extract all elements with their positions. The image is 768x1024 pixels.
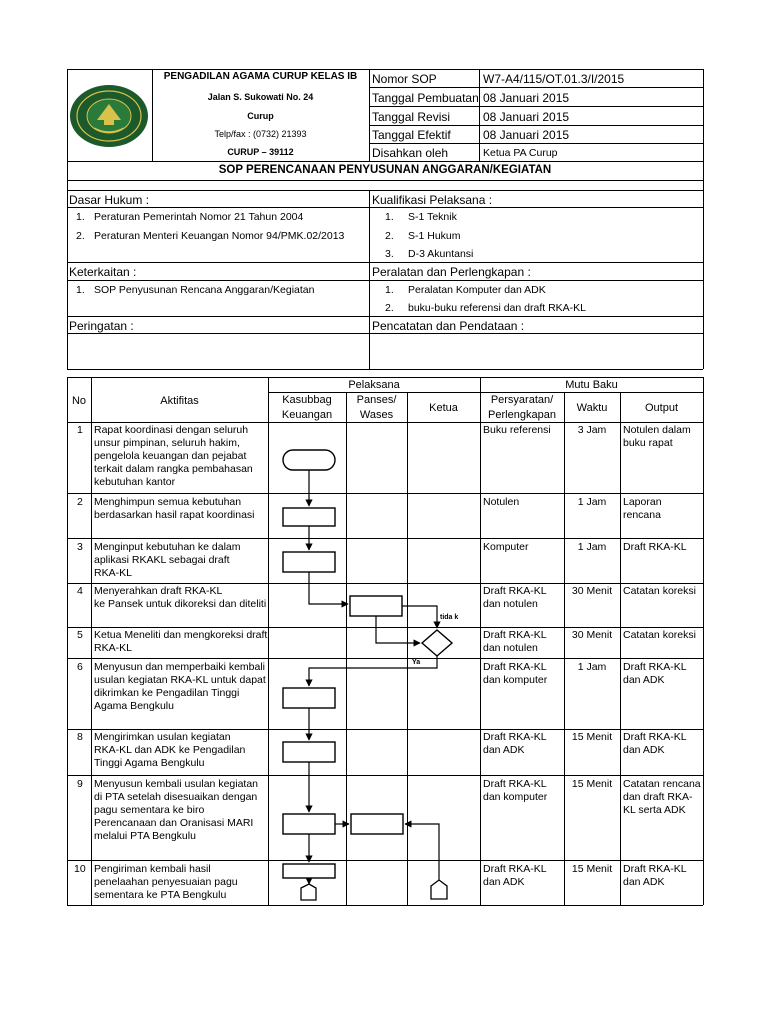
aktifitas-line: Menyerahkan draft RKA-KL — [94, 585, 223, 597]
col-header-aktifitas: Aktifitas — [160, 395, 199, 407]
aktifitas-line: kebutuhan kantor — [94, 476, 176, 488]
row-number: 10 — [74, 863, 86, 875]
aktifitas-line: Pengiriman kembali hasil — [94, 863, 211, 875]
aktifitas-line: pagu sementara ke biro — [94, 804, 205, 816]
aktifitas-line: unsur pimpinan, seluruh hakim, — [94, 437, 240, 449]
dasar-hukum-item-1: Peraturan Pemerintah Nomor 21 Tahun 2004 — [94, 211, 304, 223]
keterkaitan-item-1: SOP Penyusunan Rencana Anggaran/Kegiatan — [94, 284, 315, 296]
aktifitas-line: Tinggi Agama Bengkulu — [94, 757, 205, 769]
row-number: 3 — [77, 541, 83, 553]
persyaratan-line: Draft RKA-KL — [483, 731, 547, 743]
court-address: Jalan S. Sukowati No. 24 — [207, 92, 314, 102]
output-line: Draft RKA-KL — [623, 731, 687, 743]
row-number: 4 — [77, 585, 83, 597]
aktifitas-line: Rapat koordinasi dengan seluruh — [94, 424, 249, 436]
col-header-ketua: Ketua — [429, 402, 458, 414]
aktifitas-line: Mengirimkan usulan kegiatan — [94, 731, 231, 743]
waktu-cell: 30 Menit — [571, 585, 613, 597]
waktu-cell: 15 Menit — [571, 778, 613, 790]
court-name: PENGADILAN AGAMA CURUP KELAS IB — [163, 71, 358, 82]
kualifikasi-num-3: 3. — [385, 248, 394, 260]
row-number: 8 — [77, 731, 83, 743]
dasar-hukum-num-1: 1. — [76, 211, 85, 223]
output-line: dan ADK — [623, 876, 665, 888]
output-line: Laporan — [623, 496, 662, 508]
aktifitas-line: penelaahan penyesuaian pagu — [94, 876, 238, 888]
flow-label-tidak: tida k — [440, 614, 459, 621]
peralatan-item-2: buku-buku referensi dan draft RKA-KL — [408, 302, 587, 314]
row-number: 2 — [77, 496, 83, 508]
output-line: dan ADK — [623, 674, 665, 686]
aktifitas-line: Menyusun kembali usulan kegiatan — [94, 778, 259, 790]
col-header-persyaratan-2: Perlengkapan — [488, 409, 556, 421]
col-header-waktu: Waktu — [576, 402, 608, 414]
output-line: Catatan koreksi — [623, 585, 696, 597]
flow-label-ya: Ya — [412, 659, 421, 666]
persyaratan-line: dan notulen — [483, 642, 538, 654]
meta-value-disahkan-oleh: Ketua PA Curup — [483, 147, 558, 159]
meta-value-tanggal-revisi: 08 Januari 2015 — [483, 110, 570, 124]
persyaratan-line: Draft RKA-KL — [483, 585, 547, 597]
persyaratan-line: Draft RKA-KL — [483, 863, 547, 875]
persyaratan-line: Draft RKA-KL — [483, 661, 547, 673]
aktifitas-line: dikrimkan ke Pengadilan Tinggi — [94, 687, 240, 699]
dasar-hukum-item-2: Peraturan Menteri Keuangan Nomor 94/PMK.02/2013 — [94, 230, 345, 242]
output-line: Catatan rencana — [623, 778, 701, 790]
keterkaitan-num-1: 1. — [76, 284, 85, 296]
kualifikasi-num-2: 2. — [385, 230, 394, 242]
aktifitas-line: aplikasi RKAKL sebagai draft — [94, 554, 230, 566]
meta-label-tanggal-revisi: Tanggal Revisi — [372, 110, 451, 124]
kualifikasi-item-2: S-1 Hukum — [408, 230, 461, 242]
aktifitas-line: pengelola keuangan dan pejabat — [94, 450, 247, 462]
keterkaitan-label: Keterkaitan : — [69, 265, 137, 279]
peringatan-label: Peringatan : — [69, 319, 134, 333]
kualifikasi-item-1: S-1 Teknik — [408, 211, 457, 223]
persyaratan-line: dan ADK — [483, 876, 525, 888]
output-line: rencana — [623, 509, 661, 521]
row-number: 5 — [77, 629, 83, 641]
waktu-cell: 1 Jam — [577, 496, 607, 508]
aktifitas-line: Menginput kebutuhan ke dalam — [94, 541, 241, 553]
meta-value-nomor-sop: W7-A4/115/OT.01.3/I/2015 — [483, 72, 625, 86]
output-line: Draft RKA-KL — [623, 863, 687, 875]
meta-label-nomor-sop: Nomor SOP — [372, 72, 437, 86]
col-header-no: No — [71, 395, 87, 407]
meta-value-tanggal-pembuatan: 08 Januari 2015 — [483, 91, 570, 105]
row-number: 1 — [77, 424, 83, 436]
aktifitas-line: RKA-KL — [94, 567, 132, 579]
output-line: Notulen dalam — [623, 424, 691, 436]
persyaratan-line: Komputer — [483, 541, 529, 553]
persyaratan-line: dan ADK — [483, 744, 525, 756]
meta-label-tanggal-pembuatan: Tanggal Pembuatan — [372, 91, 479, 105]
aktifitas-line: usulan kegiatan RKA-KL untuk dapat — [94, 674, 266, 686]
output-line: Catatan koreksi — [623, 629, 696, 641]
col-header-kasubbag-2: Keuangan — [281, 409, 333, 421]
persyaratan-line: Buku referensi — [483, 424, 551, 436]
aktifitas-line: ke Pansek untuk dikoreksi dan diteliti — [94, 598, 267, 610]
col-header-output: Output — [644, 402, 679, 414]
persyaratan-line: dan notulen — [483, 598, 538, 610]
col-header-pelaksana: Pelaksana — [348, 379, 400, 391]
court-phone: Telp/fax : (0732) 21393 — [214, 129, 307, 139]
court-postal: CURUP – 39112 — [227, 147, 294, 157]
persyaratan-line: Draft RKA-KL — [483, 629, 547, 641]
court-city: Curup — [247, 111, 274, 121]
kualifikasi-label: Kualifikasi Pelaksana : — [372, 193, 493, 207]
output-line: dan draft RKA- — [623, 791, 693, 803]
persyaratan-line: dan komputer — [483, 791, 548, 803]
peralatan-item-1: Peralatan Komputer dan ADK — [408, 284, 546, 296]
aktifitas-line: Ketua Meneliti dan mengkoreksi draft — [94, 629, 268, 641]
kualifikasi-item-3: D-3 Akuntansi — [408, 248, 474, 260]
peralatan-num-1: 1. — [385, 284, 394, 296]
pencatatan-label: Pencatatan dan Pendataan : — [372, 319, 525, 333]
aktifitas-line: di PTA setelah disesuaikan dengan — [94, 791, 258, 803]
persyaratan-line: Draft RKA-KL — [483, 778, 547, 790]
waktu-cell: 1 Jam — [577, 541, 607, 553]
dasar-hukum-num-2: 2. — [76, 230, 85, 242]
sop-title: SOP PERENCANAAN PENYUSUNAN ANGGARAN/KEGIATAN — [218, 164, 552, 176]
kualifikasi-num-1: 1. — [385, 211, 394, 223]
aktifitas-line: sementara ke PTA Bengkulu — [94, 889, 227, 901]
waktu-cell: 30 Menit — [571, 629, 613, 641]
dasar-hukum-label: Dasar Hukum : — [69, 193, 150, 207]
meta-label-tanggal-efektif: Tanggal Efektif — [372, 128, 451, 142]
output-line: Draft RKA-KL — [623, 661, 687, 673]
persyaratan-line: dan komputer — [483, 674, 548, 686]
output-line: KL serta ADK — [623, 804, 686, 816]
col-header-panses-1: Panses/ — [356, 394, 397, 406]
col-header-mutu-baku: Mutu Baku — [565, 379, 618, 391]
row-number: 6 — [77, 661, 83, 673]
aktifitas-line: Menghimpun semua kebutuhan — [94, 496, 242, 508]
col-header-panses-2: Wases — [359, 409, 394, 421]
waktu-cell: 1 Jam — [577, 661, 607, 673]
aktifitas-line: terkait dalam rangka pembahasan — [94, 463, 253, 475]
output-line: Draft RKA-KL — [623, 541, 687, 553]
col-header-kasubbag-1: Kasubbag — [282, 394, 332, 406]
aktifitas-line: berdasarkan hasil rapat koordinasi — [94, 509, 255, 521]
waktu-cell: 15 Menit — [571, 731, 613, 743]
peralatan-num-2: 2. — [385, 302, 394, 314]
output-line: buku rapat — [623, 437, 673, 449]
waktu-cell: 3 Jam — [577, 424, 607, 436]
aktifitas-line: RKA-KL dan ADK ke Pengadilan — [94, 744, 246, 756]
persyaratan-line: Notulen — [483, 496, 520, 508]
meta-label-disahkan-oleh: Disahkan oleh — [372, 146, 449, 160]
row-number: 9 — [77, 778, 83, 790]
aktifitas-line: Agama Bengkulu — [94, 700, 174, 712]
waktu-cell: 15 Menit — [571, 863, 613, 875]
output-line: dan ADK — [623, 744, 665, 756]
col-header-persyaratan-1: Persyaratan/ — [490, 394, 554, 406]
aktifitas-line: RKA-KL — [94, 642, 132, 654]
meta-value-tanggal-efektif: 08 Januari 2015 — [483, 128, 570, 142]
aktifitas-line: Perencanaan dan Oranisasi MARI — [94, 817, 254, 829]
aktifitas-line: melalui PTA Bengkulu — [94, 830, 196, 842]
aktifitas-line: Menyusun dan memperbaiki kembali — [94, 661, 265, 673]
peralatan-label: Peralatan dan Perlengkapan : — [372, 265, 531, 279]
